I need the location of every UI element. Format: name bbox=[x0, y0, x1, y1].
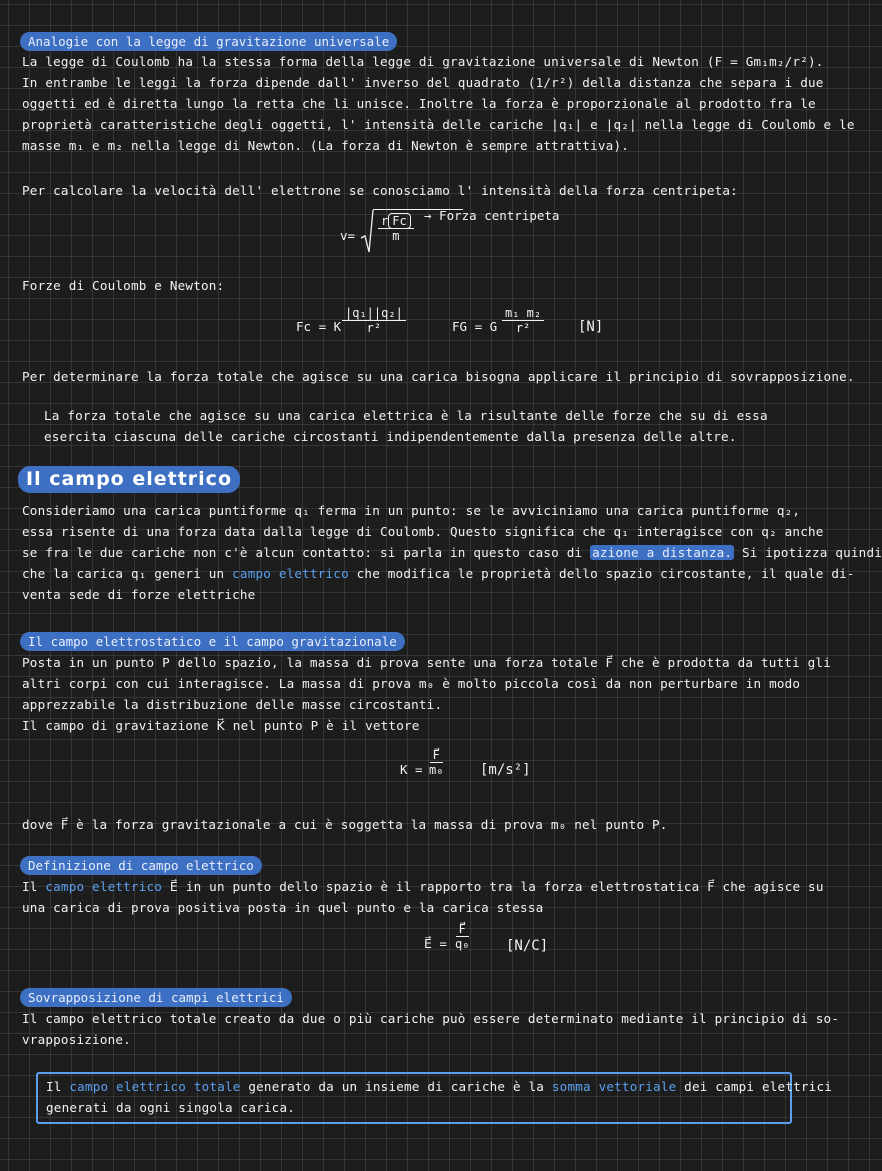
paragraph-line: Consideriamo una carica puntiforme q₁ ferma in un punto: se le avviciniamo una carica puntiforme q₂, bbox=[22, 503, 801, 518]
centripetal-label: → Forza centripeta bbox=[424, 208, 560, 223]
paragraph-line bbox=[22, 542, 882, 563]
coulomb-denominator: r² bbox=[366, 321, 382, 335]
text-span: dei campi elettrici bbox=[676, 1079, 833, 1094]
paragraph-line: La legge di Coulomb ha la stessa forma della legge di gravitazione universale di Newton (F = Gm₁m₂/r²). bbox=[22, 54, 824, 69]
highlight-total-field: campo elettrico totale bbox=[69, 1079, 241, 1094]
forces-intro: Forze di Coulomb e Newton: bbox=[22, 278, 225, 293]
k-unit: [m/s²] bbox=[480, 762, 531, 778]
velocity-fc: Fc bbox=[388, 213, 410, 229]
velocity-lhs: v= bbox=[340, 228, 356, 243]
paragraph-line: proprietà caratteristiche degli oggetti, l' intensità delle cariche |q₁| e |q₂| nella legge di Coulomb e le bbox=[22, 117, 855, 132]
k-numerator: F⃗ bbox=[430, 748, 443, 763]
section-heading-definition: Definizione di campo elettrico bbox=[20, 856, 262, 875]
text-span: se fra le due cariche non c'è alcun contatto: si parla in questo caso di bbox=[22, 545, 591, 560]
highlight-electric-field: campo elettrico bbox=[45, 879, 163, 894]
paragraph-line: Il campo di gravitazione K⃗ nel punto P è il vettore bbox=[22, 718, 420, 733]
newton-numerator: m₁ m₂ bbox=[502, 306, 544, 321]
paragraph-line: masse m₁ e m₂ nella legge di Newton. (La forza di Newton è sempre attrattiva). bbox=[22, 138, 630, 153]
coulomb-lhs: Fc = K bbox=[296, 319, 342, 334]
text-span: che la carica q₁ generi un bbox=[22, 566, 233, 581]
paragraph-line: venta sede di forze elettriche bbox=[22, 587, 256, 602]
superposition-line: esercita ciascuna delle cariche circostanti indipendentemente dalla presenza delle altre. bbox=[44, 429, 737, 444]
velocity-r: r bbox=[381, 214, 389, 228]
paragraph-line: dove F⃗ è la forza gravitazionale a cui è soggetta la massa di prova m₀ nel punto P. bbox=[22, 817, 668, 832]
text-span: Il bbox=[22, 879, 46, 894]
newton-lhs: FG = G bbox=[452, 319, 498, 334]
highlight-electric-field: campo elettrico bbox=[232, 566, 349, 581]
section-heading-fields: Il campo elettrostatico e il campo gravitazionale bbox=[20, 632, 405, 651]
newton-denominator: r² bbox=[515, 321, 531, 335]
superposition-intro: Per determinare la forza totale che agisce su una carica bisogna applicare il principio di sovrapposizione. bbox=[22, 369, 855, 384]
coulomb-formula bbox=[296, 306, 426, 346]
section-heading-analogies: Analogie con la legge di gravitazione universale bbox=[20, 32, 397, 51]
text-span: generato da un insieme di cariche è la bbox=[240, 1079, 552, 1094]
paragraph-line: apprezzabile la distribuzione delle masse circostanti. bbox=[22, 697, 443, 712]
k-lhs: K = bbox=[400, 762, 423, 777]
highlight-action-at-distance: azione a distanza. bbox=[592, 545, 733, 560]
electric-field-formula bbox=[424, 922, 584, 966]
paragraph-line: oggetti ed è diretta lungo la retta che li unisce. Inoltre la forza è proporzionale al prodotto fra le bbox=[22, 96, 816, 111]
coulomb-numerator: |q₁||q₂| bbox=[342, 306, 406, 321]
paragraph-line bbox=[22, 563, 855, 584]
paragraph-line: una carica di prova positiva posta in quel punto e la carica stessa bbox=[22, 900, 544, 915]
e-lhs: E⃗ = bbox=[424, 936, 447, 951]
velocity-formula bbox=[340, 204, 600, 254]
newton-formula bbox=[452, 306, 582, 346]
callout-line: generati da ogni singola carica. bbox=[46, 1100, 296, 1115]
highlight-vector-sum: somma vettoriale bbox=[551, 1079, 677, 1094]
e-numerator: F⃗ bbox=[456, 922, 469, 937]
paragraph-line: vrapposizione. bbox=[22, 1032, 131, 1047]
k-denominator: m₀ bbox=[429, 763, 444, 777]
section-title-electric-field: Il campo elettrico bbox=[18, 466, 240, 493]
paragraph-line bbox=[22, 876, 824, 897]
paragraph-line: Il campo elettrico totale creato da due o più cariche può essere determinato mediante il principio di so- bbox=[22, 1011, 840, 1026]
paragraph-line: essa risente di una forza data dalla legge di Coulomb. Questo significa che q₁ interagisce con q₂ anche bbox=[22, 524, 824, 539]
paragraph-line: In entrambe le leggi la forza dipende dall' inverso del quadrato (1/r²) della distanza che separa i due bbox=[22, 75, 824, 90]
callout-line bbox=[46, 1076, 832, 1097]
text-span: E⃗ in un punto dello spazio è il rapporto tra la forza elettrostatica F⃗ che agisce su bbox=[162, 879, 824, 894]
text-span: che modifica le proprietà dello spazio circostante, il quale di- bbox=[348, 566, 855, 581]
velocity-m: m bbox=[392, 229, 400, 243]
velocity-fraction bbox=[378, 214, 414, 243]
e-unit: [N/C] bbox=[506, 938, 549, 954]
superposition-line: La forza totale che agisce su una carica elettrica è la risultante delle forze che su di essa bbox=[44, 408, 768, 423]
e-denominator: q₀ bbox=[455, 937, 470, 951]
text-span: Si ipotizza quindi bbox=[734, 545, 882, 560]
velocity-intro: Per calcolare la velocità dell' elettrone se conosciamo l' intensità della forza centripeta: bbox=[22, 183, 738, 198]
newton-unit: [N] bbox=[578, 319, 604, 335]
paragraph-line: Posta in un punto P dello spazio, la massa di prova sente una forza totale F⃗ che è prodotta da tutti gli bbox=[22, 655, 831, 670]
text-span: Il bbox=[46, 1079, 70, 1094]
section-heading-superposition: Sovrapposizione di campi elettrici bbox=[20, 988, 292, 1007]
sqrt-icon bbox=[360, 208, 374, 254]
paragraph-line: altri corpi con cui interagisce. La massa di prova m₀ è molto piccola così da non perturbare in modo bbox=[22, 676, 801, 691]
